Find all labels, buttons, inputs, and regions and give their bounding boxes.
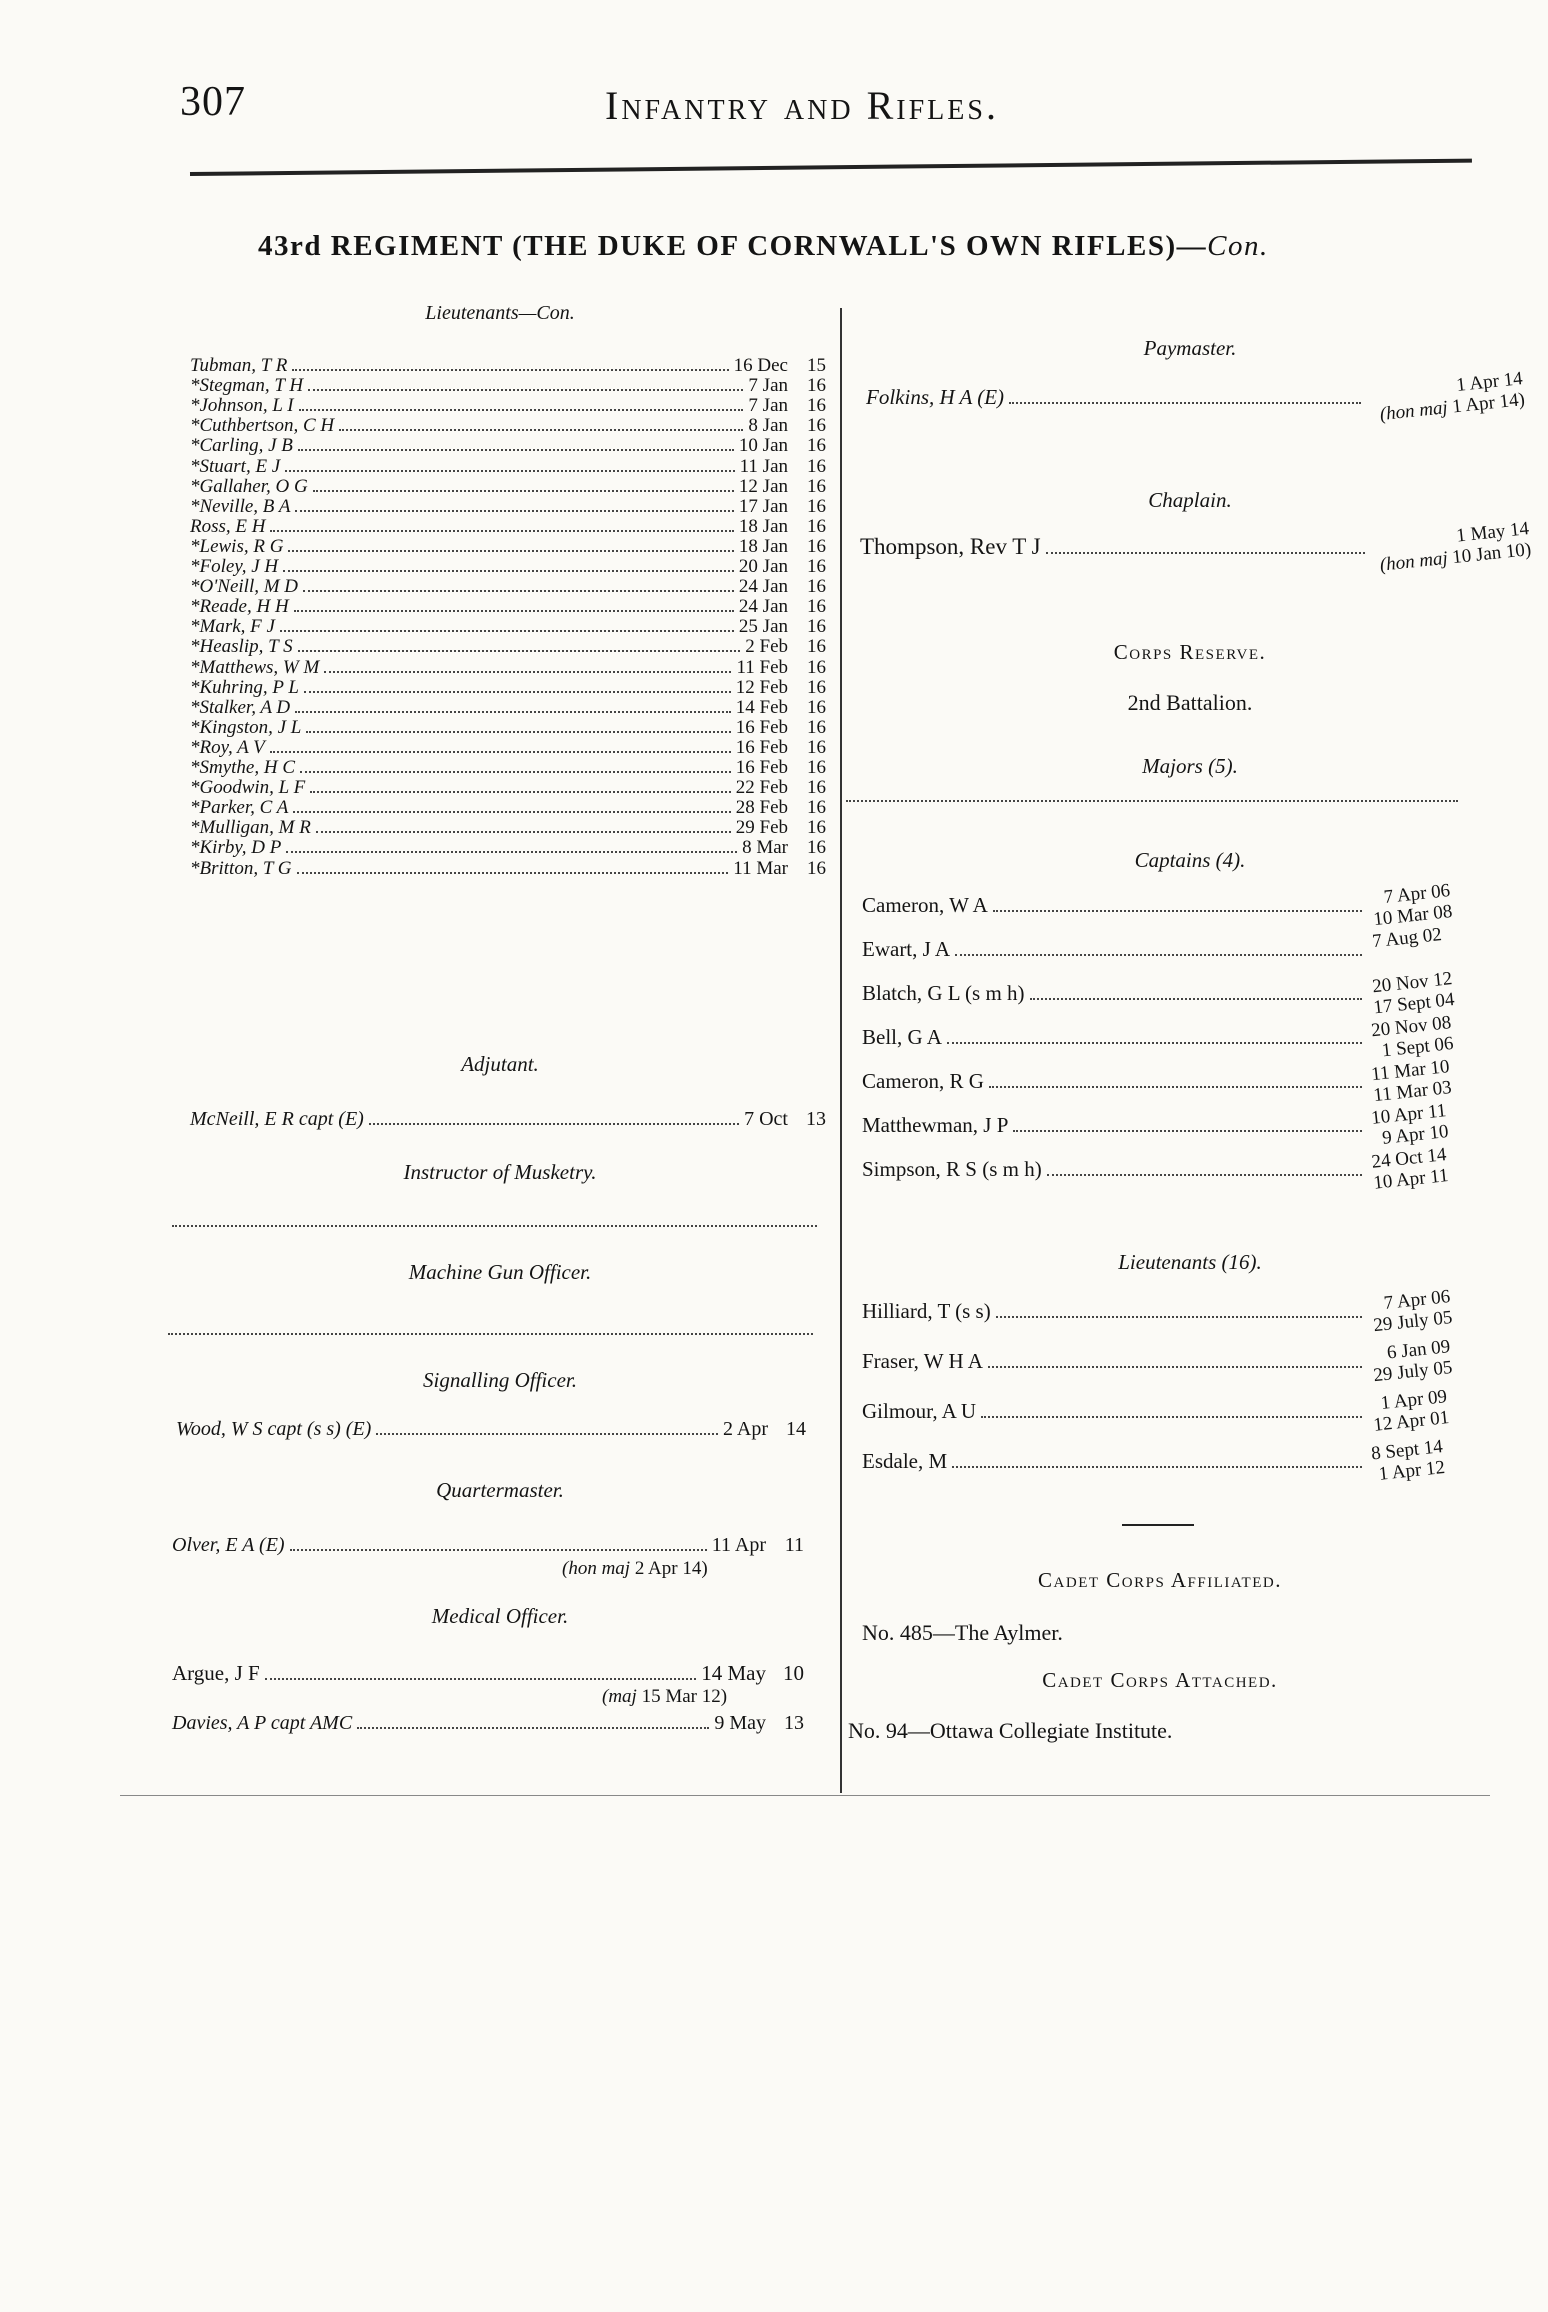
- left-lieutenants-heading: Lieutenants—Con.: [425, 302, 575, 324]
- lieutenant-year: 15: [807, 355, 826, 376]
- lieutenant-row: [190, 376, 826, 396]
- leader-dots: [288, 550, 733, 552]
- leader-dots: [988, 1366, 1362, 1368]
- right-lieutenant-row-dates: [1370, 1286, 1453, 1336]
- captain-row-date: 7 Aug 02: [1371, 924, 1443, 953]
- right-lieutenant-row: [862, 1350, 1367, 1373]
- leader-dots: [290, 1549, 707, 1551]
- right-lieutenant-row-date: 1 Apr 12: [1377, 1457, 1446, 1485]
- lieutenant-date: 29 Feb: [735, 817, 788, 839]
- lieutenant-row: [190, 818, 826, 838]
- leader-dots: [1046, 552, 1365, 554]
- captain-row-dates: [1370, 968, 1455, 1018]
- cadet-affiliated: No. 485—The Aylmer.: [862, 1620, 1063, 1645]
- captain-row: [862, 1158, 1367, 1181]
- leader-dots: [295, 711, 731, 713]
- leader-dots: [294, 610, 734, 612]
- captain-row-name: Bell, G A: [862, 1025, 942, 1049]
- right-lieutenant-row-dates: [1370, 1336, 1453, 1386]
- leader-dots: [981, 1416, 1362, 1418]
- captain-row-dates: [1370, 1012, 1454, 1062]
- medical-name-1: Argue, J F: [172, 1661, 260, 1685]
- lieutenant-name: *Parker, C A: [190, 797, 289, 819]
- leader-dots: [996, 1316, 1362, 1318]
- medical-row-2: [172, 1712, 804, 1734]
- lieutenant-name: *Lewis, R G: [190, 535, 284, 557]
- right-lieutenant-row-date: 6 Jan 09: [1386, 1336, 1452, 1364]
- lieutenant-name: *Mark, F J: [190, 616, 275, 638]
- captain-row-date: 9 Apr 10: [1381, 1121, 1450, 1149]
- majors-vacant-line: [846, 800, 1458, 802]
- lieutenant-name: *Britton, T G: [190, 857, 292, 879]
- lieutenant-date: 16 Feb: [735, 716, 788, 738]
- leader-dots: [947, 1042, 1362, 1044]
- lieutenant-row: [190, 698, 826, 718]
- lieutenant-date: 11 Jan: [739, 455, 788, 477]
- lieutenant-year: 16: [807, 455, 826, 477]
- leader-dots: [1009, 402, 1361, 404]
- lieutenant-name: *Foley, J H: [190, 556, 279, 577]
- leader-dots: [316, 831, 731, 833]
- lieutenant-name: *Carling, J B: [190, 435, 293, 457]
- quartermaster-row: [172, 1534, 804, 1556]
- leader-dots: [300, 771, 731, 773]
- lieutenant-year: 16: [807, 716, 826, 738]
- captain-row-name: Ewart, J A: [862, 937, 951, 961]
- leader-dots: [952, 1466, 1362, 1468]
- captain-row-date: 20 Nov 08: [1370, 1012, 1453, 1042]
- chaplain-row: [860, 536, 1370, 559]
- lieutenant-row: [190, 517, 826, 537]
- leader-dots: [376, 1433, 718, 1435]
- medical-note: [602, 1686, 727, 1708]
- lieutenant-name: Ross, E H: [190, 515, 266, 537]
- leader-dots: [265, 1678, 697, 1680]
- lieutenant-name: *O'Neill, M D: [190, 576, 299, 598]
- captain-row: [862, 1070, 1367, 1093]
- lieutenant-name: *Cuthbertson, C H: [190, 415, 335, 437]
- medical-date-1: 14 May: [701, 1661, 766, 1685]
- right-lieutenant-row-dates: [1370, 1436, 1446, 1485]
- captain-row-date: 10 Apr 11: [1372, 1165, 1450, 1194]
- captain-row: [862, 894, 1367, 917]
- lieutenant-year: 16: [807, 817, 826, 839]
- signalling-heading: Signalling Officer.: [423, 1368, 577, 1392]
- captain-row-name: Cameron, R G: [862, 1069, 984, 1093]
- lieutenant-row: [190, 396, 826, 416]
- quartermaster-date: 11 Apr: [711, 1534, 766, 1556]
- medical-year-2: 13: [784, 1712, 804, 1734]
- captain-row-name: Simpson, R S (s m h): [862, 1157, 1042, 1181]
- lieutenant-row: [190, 798, 826, 818]
- leader-dots: [292, 369, 728, 371]
- lieutenant-year: 16: [807, 576, 826, 598]
- adjutant-year: 13: [806, 1108, 826, 1130]
- right-lieutenant-row-date: 8 Sept 14: [1370, 1436, 1444, 1465]
- captain-row-dates: [1370, 1144, 1449, 1194]
- lieutenant-year: 16: [807, 777, 826, 799]
- cadet-attached-heading: Cadet Corps Attached.: [1042, 1668, 1278, 1692]
- captain-row-date: 11 Mar 03: [1372, 1077, 1453, 1107]
- lieutenant-date: 8 Jan: [748, 415, 788, 437]
- leader-dots: [295, 510, 733, 512]
- right-lieutenant-row: [862, 1450, 1367, 1473]
- leader-dots: [293, 811, 730, 813]
- leader-dots: [283, 570, 734, 572]
- captain-row-date: 11 Mar 10: [1370, 1056, 1451, 1086]
- lieutenant-row: [190, 678, 826, 698]
- bottom-rule: [120, 1795, 1490, 1796]
- right-lieutenant-row-date: 7 Apr 06: [1382, 1286, 1452, 1314]
- right-lieutenant-row-name: Esdale, M: [862, 1449, 948, 1473]
- medical-note-date: 15 Mar 12): [641, 1686, 728, 1707]
- medical-heading: Medical Officer.: [431, 1604, 569, 1628]
- captain-row: [862, 938, 1367, 961]
- right-lieutenant-row-date: 29 July 05: [1372, 1307, 1454, 1337]
- captain-row-name: Blatch, G L (s m h): [862, 981, 1025, 1005]
- adjutant-heading: Adjutant.: [461, 1052, 539, 1076]
- chaplain-date-2: 10 Jan 10): [1451, 539, 1533, 569]
- chaplain-note-prefix: (hon maj: [1378, 547, 1449, 576]
- signalling-year: 14: [786, 1418, 806, 1440]
- medical-note-prefix: (maj: [602, 1686, 637, 1707]
- lieutenant-row: [190, 758, 826, 778]
- leader-dots: [285, 470, 734, 472]
- captain-row: [862, 1026, 1367, 1049]
- chaplain-date-1: 1 May 14: [1455, 518, 1530, 547]
- lieutenant-name: *Kirby, D P: [190, 837, 282, 859]
- cadet-attached: No. 94—Ottawa Collegiate Institute.: [848, 1718, 1173, 1743]
- leader-dots: [369, 1123, 739, 1125]
- lieutenant-row: [190, 416, 826, 436]
- adjutant-name: McNeill, E R capt (E): [190, 1108, 364, 1130]
- right-lieutenant-row-dates: [1370, 1386, 1450, 1436]
- lieutenant-row: [190, 838, 826, 858]
- lieutenant-name: *Goodwin, L F: [190, 777, 306, 799]
- lieutenant-date: 10 Jan: [738, 435, 788, 457]
- header-rule: [190, 159, 1472, 176]
- lieutenant-year: 16: [807, 736, 826, 758]
- lieutenant-date: 18 Jan: [738, 515, 788, 537]
- lieutenant-year: 16: [807, 676, 826, 698]
- leader-dots: [357, 1727, 709, 1729]
- lieutenant-date: 16 Feb: [735, 736, 788, 758]
- lieutenant-name: *Gallaher, O G: [190, 475, 308, 497]
- leader-dots: [955, 954, 1362, 956]
- lieutenant-date: 16 Feb: [735, 757, 788, 778]
- lieutenant-date: 24 Jan: [738, 576, 788, 598]
- paymaster-heading: Paymaster.: [1143, 336, 1237, 360]
- lieutenant-year: 16: [807, 475, 826, 497]
- quartermaster-heading: Quartermaster.: [436, 1478, 564, 1502]
- leader-dots: [993, 910, 1362, 912]
- lieutenant-date: 8 Mar: [742, 837, 788, 859]
- lieutenant-year: 16: [807, 535, 826, 557]
- lieutenant-row: [190, 658, 826, 678]
- leader-dots: [298, 650, 741, 652]
- lieutenant-date: 18 Jan: [738, 535, 788, 557]
- quartermaster-note: [562, 1558, 708, 1580]
- lieutenant-row: [190, 637, 826, 657]
- leader-dots: [306, 731, 730, 733]
- leader-dots: [313, 490, 734, 492]
- chaplain-dates: [1377, 518, 1533, 576]
- leader-dots: [303, 590, 734, 592]
- lieutenant-date: 14 Feb: [735, 696, 788, 718]
- battalion-heading: 2nd Battalion.: [1127, 690, 1253, 715]
- majors-heading: Majors (5).: [1142, 754, 1238, 778]
- leader-dots: [324, 671, 731, 673]
- captain-row-dates: [1370, 1100, 1449, 1150]
- lieutenant-row: [190, 497, 826, 517]
- captain-row-date: 10 Apr 11: [1370, 1100, 1448, 1129]
- lieutenant-name: *Johnson, L I: [190, 395, 294, 417]
- lieutenant-year: 16: [807, 515, 826, 537]
- lieutenant-date: 11 Feb: [736, 656, 788, 678]
- lieutenant-year: 16: [807, 696, 826, 718]
- lieutenant-name: *Heaslip, T S: [190, 636, 293, 658]
- lieutenant-row: [190, 577, 826, 597]
- leader-dots: [270, 751, 731, 753]
- adjutant-date: 7 Oct: [744, 1108, 788, 1130]
- paymaster-date-1: 1 Apr 14: [1455, 368, 1524, 396]
- column-divider: [840, 308, 842, 1793]
- cadet-affiliated-heading: Cadet Corps Affiliated.: [1038, 1568, 1282, 1592]
- medical-date-2: 9 May: [714, 1712, 766, 1734]
- lieutenant-date: 17 Jan: [738, 495, 788, 517]
- paymaster-date-2: 1 Apr 14): [1451, 389, 1526, 418]
- lieutenant-year: 16: [807, 395, 826, 417]
- lieutenant-name: *Roy, A V: [190, 736, 265, 758]
- leader-dots: [280, 630, 734, 632]
- lieutenant-year: 16: [807, 636, 826, 658]
- lieutenant-date: 28 Feb: [735, 797, 788, 819]
- lieutenant-name: *Kingston, J L: [190, 716, 302, 738]
- page-number: 307: [180, 79, 246, 125]
- paymaster-name: Folkins, H A (E): [866, 385, 1005, 409]
- machine-gun-vacant-line: [168, 1333, 813, 1335]
- lieutenant-year: 16: [807, 556, 826, 577]
- lieutenant-year: 16: [807, 857, 826, 879]
- chaplain-heading: Chaplain.: [1148, 488, 1232, 512]
- lieutenant-date: 25 Jan: [738, 616, 788, 638]
- lieutenant-name: *Stalker, A D: [190, 696, 291, 718]
- lieutenant-name: *Reade, H H: [190, 596, 289, 618]
- lieutenant-year: 16: [807, 495, 826, 517]
- leader-dots: [304, 691, 731, 693]
- lieutenant-row: [190, 557, 826, 577]
- lieutenant-row: [190, 597, 826, 617]
- leader-dots: [1013, 1130, 1362, 1132]
- running-head: Infantry and Rifles.: [605, 83, 999, 128]
- quartermaster-year: 11: [784, 1534, 804, 1556]
- lieutenant-row: [190, 457, 826, 477]
- musketry-heading: Instructor of Musketry.: [403, 1160, 597, 1184]
- captain-row-date: 1 Sept 06: [1380, 1033, 1455, 1062]
- lieutenant-row: [190, 778, 826, 798]
- leader-dots: [299, 409, 744, 411]
- medical-name-2: Davies, A P capt AMC: [172, 1712, 353, 1734]
- captain-row: [862, 1114, 1367, 1137]
- section-short-rule: [1122, 1524, 1194, 1526]
- chaplain-name: Thompson, Rev T J: [860, 534, 1041, 559]
- musketry-vacant-line: [172, 1225, 817, 1227]
- right-lieutenant-row-date: 29 July 05: [1372, 1357, 1454, 1387]
- captain-row: [862, 982, 1367, 1005]
- lieutenant-year: 16: [807, 415, 826, 437]
- right-lieutenant-row-name: Hilliard, T (s s): [862, 1299, 991, 1323]
- quartermaster-name: Olver, E A (E): [172, 1534, 285, 1556]
- paymaster-dates: [1377, 368, 1526, 425]
- lieutenant-date: 12 Feb: [735, 676, 788, 698]
- lieutenant-row: [190, 617, 826, 637]
- captain-row-name: Matthewman, J P: [862, 1113, 1009, 1137]
- signalling-name: Wood, W S capt (s s) (E): [176, 1418, 372, 1440]
- paymaster-row: [866, 386, 1366, 409]
- leader-dots: [297, 872, 729, 874]
- leader-dots: [298, 449, 734, 451]
- quartermaster-note-date: 2 Apr 14): [634, 1558, 708, 1579]
- captain-row-dates: [1370, 1056, 1452, 1106]
- lieutenant-date: 2 Feb: [745, 636, 788, 658]
- lieutenant-year: 16: [807, 435, 826, 457]
- lieutenant-name: *Smythe, H C: [190, 757, 296, 778]
- lieutenant-year: 16: [807, 757, 826, 778]
- right-lieutenant-row-name: Fraser, W H A: [862, 1349, 983, 1373]
- regiment-title-text: 43rd REGIMENT (THE DUKE OF CORNWALL'S OWN RIFLES)—: [258, 230, 1208, 262]
- regiment-title: [258, 230, 1269, 263]
- lieutenant-row: [190, 537, 826, 557]
- lieutenant-date: 7 Jan: [748, 395, 788, 417]
- leader-dots: [1047, 1174, 1362, 1176]
- lieutenant-date: 24 Jan: [738, 596, 788, 618]
- right-lieutenant-row-name: Gilmour, A U: [862, 1399, 977, 1423]
- quartermaster-note-prefix: (hon maj: [562, 1558, 631, 1579]
- lieutenant-name: *Neville, B A: [190, 495, 291, 517]
- corps-reserve-heading: Corps Reserve.: [1113, 640, 1267, 664]
- captain-row-date: 20 Nov 12: [1371, 968, 1454, 998]
- lieutenant-year: 16: [807, 797, 826, 819]
- right-lieutenants-heading: Lieutenants (16).: [1118, 1250, 1262, 1274]
- leader-dots: [339, 429, 743, 431]
- lieutenant-year: 16: [807, 616, 826, 638]
- adjutant-row: [190, 1108, 826, 1130]
- right-lieutenant-row-date: 1 Apr 09: [1379, 1386, 1448, 1414]
- leader-dots: [989, 1086, 1362, 1088]
- lieutenant-date: 16 Dec: [733, 355, 788, 376]
- leader-dots: [286, 851, 737, 853]
- lieutenant-date: 12 Jan: [738, 475, 788, 497]
- right-lieutenant-row: [862, 1400, 1367, 1423]
- lieutenant-row: [190, 477, 826, 497]
- lieutenant-name: *Stegman, T H: [190, 375, 304, 397]
- machine-gun-heading: Machine Gun Officer.: [408, 1260, 592, 1284]
- signalling-date: 2 Apr: [723, 1418, 768, 1440]
- leader-dots: [308, 389, 743, 391]
- lieutenant-name: *Stuart, E J: [190, 455, 281, 477]
- lieutenant-row: [190, 718, 826, 738]
- captain-row-date: 24 Oct 14: [1370, 1144, 1448, 1173]
- lieutenant-date: 7 Jan: [748, 375, 788, 397]
- medical-row-1: [172, 1662, 804, 1685]
- lieutenant-name: *Kuhring, P L: [190, 676, 299, 698]
- captain-row-date: 17 Sept 04: [1372, 989, 1456, 1019]
- lieutenant-name: *Mulligan, M R: [190, 817, 311, 839]
- leader-dots: [310, 791, 730, 793]
- lieutenant-row: [190, 738, 826, 758]
- captains-heading: Captains (4).: [1134, 848, 1246, 872]
- signalling-row: [176, 1418, 806, 1440]
- lieutenant-name: Tubman, T R: [190, 355, 288, 376]
- captain-row-name: Cameron, W A: [862, 893, 988, 917]
- lieutenant-date: 22 Feb: [735, 777, 788, 799]
- lieutenant-year: 16: [807, 837, 826, 859]
- right-lieutenant-row: [862, 1300, 1367, 1323]
- lieutenant-row: [190, 356, 826, 376]
- lieutenant-name: *Matthews, W M: [190, 656, 320, 678]
- lieutenant-date: 20 Jan: [738, 556, 788, 577]
- lieutenant-row: [190, 436, 826, 456]
- captain-row-dates: [1370, 880, 1453, 930]
- right-lieutenant-row-date: 12 Apr 01: [1372, 1407, 1451, 1436]
- lieutenant-year: 16: [807, 596, 826, 618]
- lieutenant-year: 16: [807, 375, 826, 397]
- regiment-title-con: Con.: [1207, 230, 1269, 262]
- leader-dots: [1030, 998, 1362, 1000]
- leader-dots: [270, 530, 733, 532]
- lieutenant-row: [190, 859, 826, 879]
- paymaster-note-prefix: (hon maj: [1378, 397, 1449, 426]
- lieutenant-date: 11 Mar: [733, 857, 788, 879]
- medical-year-1: 10: [783, 1661, 804, 1685]
- captain-row-date: 10 Mar 08: [1372, 901, 1454, 931]
- lieutenant-year: 16: [807, 656, 826, 678]
- captain-row-date: 7 Apr 06: [1382, 880, 1452, 908]
